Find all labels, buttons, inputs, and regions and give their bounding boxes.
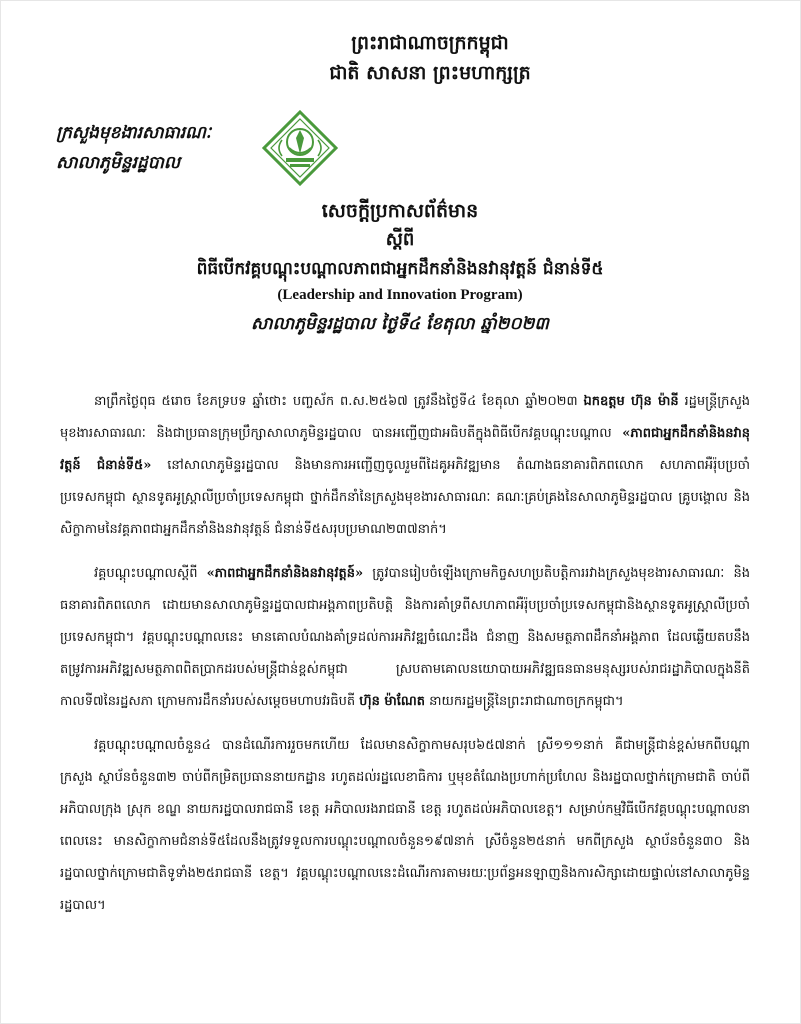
prime-minister-name: ហ៊ុន ម៉ាណែត — [359, 694, 426, 709]
paragraph-2-part-c: នាយករដ្ឋមន្ត្រីនៃព្រះរាជាណាចក្រកម្ពុជា។ — [425, 694, 624, 709]
paragraph-3: វគ្គបណ្តុះបណ្តាលចំនួន៤ បានដំណើរការរួចមកហើយ ដែលមានសិក្ខាកាមសរុប៦៥៧នាក់ ស្រី១១១នាក់ គឺជាមន្ត្រីជាន់ខ្ពស់មកពីបណ្តាក្រសួង ស្ថាប័នចំនួន៣២ ចាប់ពីកម្រិតប្រធាននាយកដ្ឋាន រហូតដល់រដ្ឋលេខាធិការ ឬមុខតំណែងប្រហាក់ប្រហែល និងរដ្ឋបាលថ្នាក់ក្រោមជាតិ ចាប់ពីអភិបាលក្រុង ស្រុក ខណ្ឌ នាយករដ្ឋបាលរាជធានី ខេត្ត អភិបាលរងរាជធានី ខេត្ត រហូតដល់អភិបាលខេត្ត។ សម្រាប់កម្មវិធីបើកវគ្គបណ្តុះបណ្តាលនាពេលនេះ មានសិក្ខាកាមជំនាន់ទី៥ដែលនឹងត្រូវទទួលការបណ្តុះបណ្តាលចំនួន១៩៧នាក់ ស្រីចំនួន២៥នាក់ មកពីក្រសួង ស្ថាប័នចំនួន៣០ និងរដ្ឋបាលថ្នាក់ក្រោមជាតិទូទាំង២៥រាជធានី ខេត្ត។ វគ្គបណ្តុះបណ្តាលនេះដំណើរការតាមរយៈប្រព័ន្ធអនឡាញនិងការសិក្សាដោយផ្ទាល់នៅសាលាភូមិន្ទរដ្ឋបាល។ — [60, 738, 750, 913]
paragraph-1-part-c: នៅសាលាភូមិន្ទរដ្ឋបាល និងមានការអញ្ជើញចូលរួមពីដៃគូអភិវឌ្ឍមាន តំណាងធនាគារពិភពលោក សហភាពអឺរ៉ុបប្រចាំប្រទេសកម្ពុជា ស្ថានទូតអូស្ត្រាលីប្រចាំប្រទេសកម្ពុជា ថ្នាក់ដឹកនាំនៃក្រសួងមុខងារសាធារណៈ គណៈគ្រប់គ្រងនៃសាលាភូមិន្ទរដ្ឋបាល គ្រូបង្គោល និងសិក្ខាកាមនៃវគ្គភាពជាអ្នកដឹកនាំនិងនវានុវត្តន៍ ជំនាន់ទី៥សរុបប្រមាណ២៣៧នាក់។ — [60, 458, 750, 537]
paragraph-1-part-b: រដ្ឋមន្ត្រីក្រសួងមុខងារសាធារណៈ និងជាប្រធានក្រុមប្រឹក្សាសាលាភូមិន្ទរដ្ឋបាល បានអញ្ជើញជាអធិបតីក្នុងពិធីបើកវគ្គបណ្តុះបណ្តាល — [60, 394, 751, 441]
paragraph-2-part-b: ត្រូវបានរៀបចំឡើងក្រោមកិច្ចសហប្រតិបត្តិការរវាងក្រសួងមុខងារសាធារណៈ និងធនាគារពិភពលោក ដោយមានសាលាភូមិន្ទរដ្ឋបាលជាអង្គភាពប្រតិបត្តិ និងការគាំទ្រពីសហភាពអឺរ៉ុបប្រចាំប្រទេសកម្ពុជានិងស្ថានទូតអូស្ត្រាលីប្រចាំប្រទេសកម្ពុជា។ វគ្គបណ្តុះបណ្តាលនេះ មានគោលបំណងគាំទ្រដល់ការអភិវឌ្ឍចំណេះដឹង ជំនាញ និងសមត្ថភាពដឹកនាំអង្គភាព ដែលឆ្លើយតបនឹងតម្រូវការអភិវឌ្ឍសមត្ថភាពពិតប្រាកដរបស់មន្ត្រីជាន់ខ្ពស់កម្ពុជា ស្របតាមគោលនយោបាយអភិវឌ្ឍធនធានមនុស្សរបស់រាជរដ្ឋាភិបាលក្នុងនីតិកាលទី៧នៃរដ្ឋសភា ក្រោមការដឹកនាំរបស់សម្តេចមហាបវរធិបតី — [60, 566, 751, 709]
program-name: «ភាពជាអ្នកដឹកនាំនិងនវានុវត្តន៍ ជំនាន់ទី៥» — [60, 426, 750, 473]
emblem-base-top — [286, 158, 314, 162]
minister-name: ឯកឧត្តម ហ៊ុន ម៉ានី — [583, 394, 679, 409]
national-motto: ជាតិ សាសនា ព្រះមហាក្សត្រ — [329, 62, 531, 84]
school-emblem-svg — [262, 110, 338, 186]
document-title: សេចក្តីប្រកាសព័ត៌មាន — [321, 200, 479, 222]
ministry-block — [56, 118, 256, 178]
paragraph-1-part-a: នាព្រឹកថ្ងៃពុធ ៥រោច ខែភទ្របទ ឆ្នាំថោះ បញ្ចស័ក ព.ស.២៥៦៧ ត្រូវនឹងថ្ងៃទី៤ ខែតុលា ឆ្នាំ២០២៣ — [94, 394, 584, 409]
school-name: សាលាភូមិន្ទរដ្ឋបាល — [56, 153, 181, 173]
program-name-short: «ភាពជាអ្នកដឹកនាំនិងនវានុវត្តន៍» — [206, 566, 364, 581]
document-heading — [60, 196, 740, 342]
kingdom-header — [200, 28, 660, 88]
paragraph-1 — [60, 386, 750, 546]
school-emblem-icon — [262, 110, 338, 186]
program-english-name: (Leadership and Innovation Program) — [277, 287, 523, 303]
kingdom-name: ព្រះរាជាណាចក្រកម្ពុជា — [351, 32, 509, 54]
paragraph-2 — [60, 558, 750, 718]
document-body — [60, 386, 750, 934]
paragraph-2-part-a: វគ្គបណ្តុះបណ្តាលស្តីពី — [94, 566, 207, 581]
place-and-date: សាលាភូមិន្ទរដ្ឋបាល ថ្ងៃទី៤ ខែតុលា ឆ្នាំ២០២៣ — [251, 314, 549, 334]
document-about: ស្តីពី — [385, 229, 415, 250]
emblem-base-bottom — [290, 164, 310, 167]
ministry-name: ក្រសួងមុខងារសាធារណៈ — [56, 123, 212, 143]
event-title: ពិធីបើកវគ្គបណ្តុះបណ្តាលភាពជាអ្នកដឹកនាំនិងនវានុវត្តន៍ ជំនាន់ទី៥ — [196, 259, 604, 279]
